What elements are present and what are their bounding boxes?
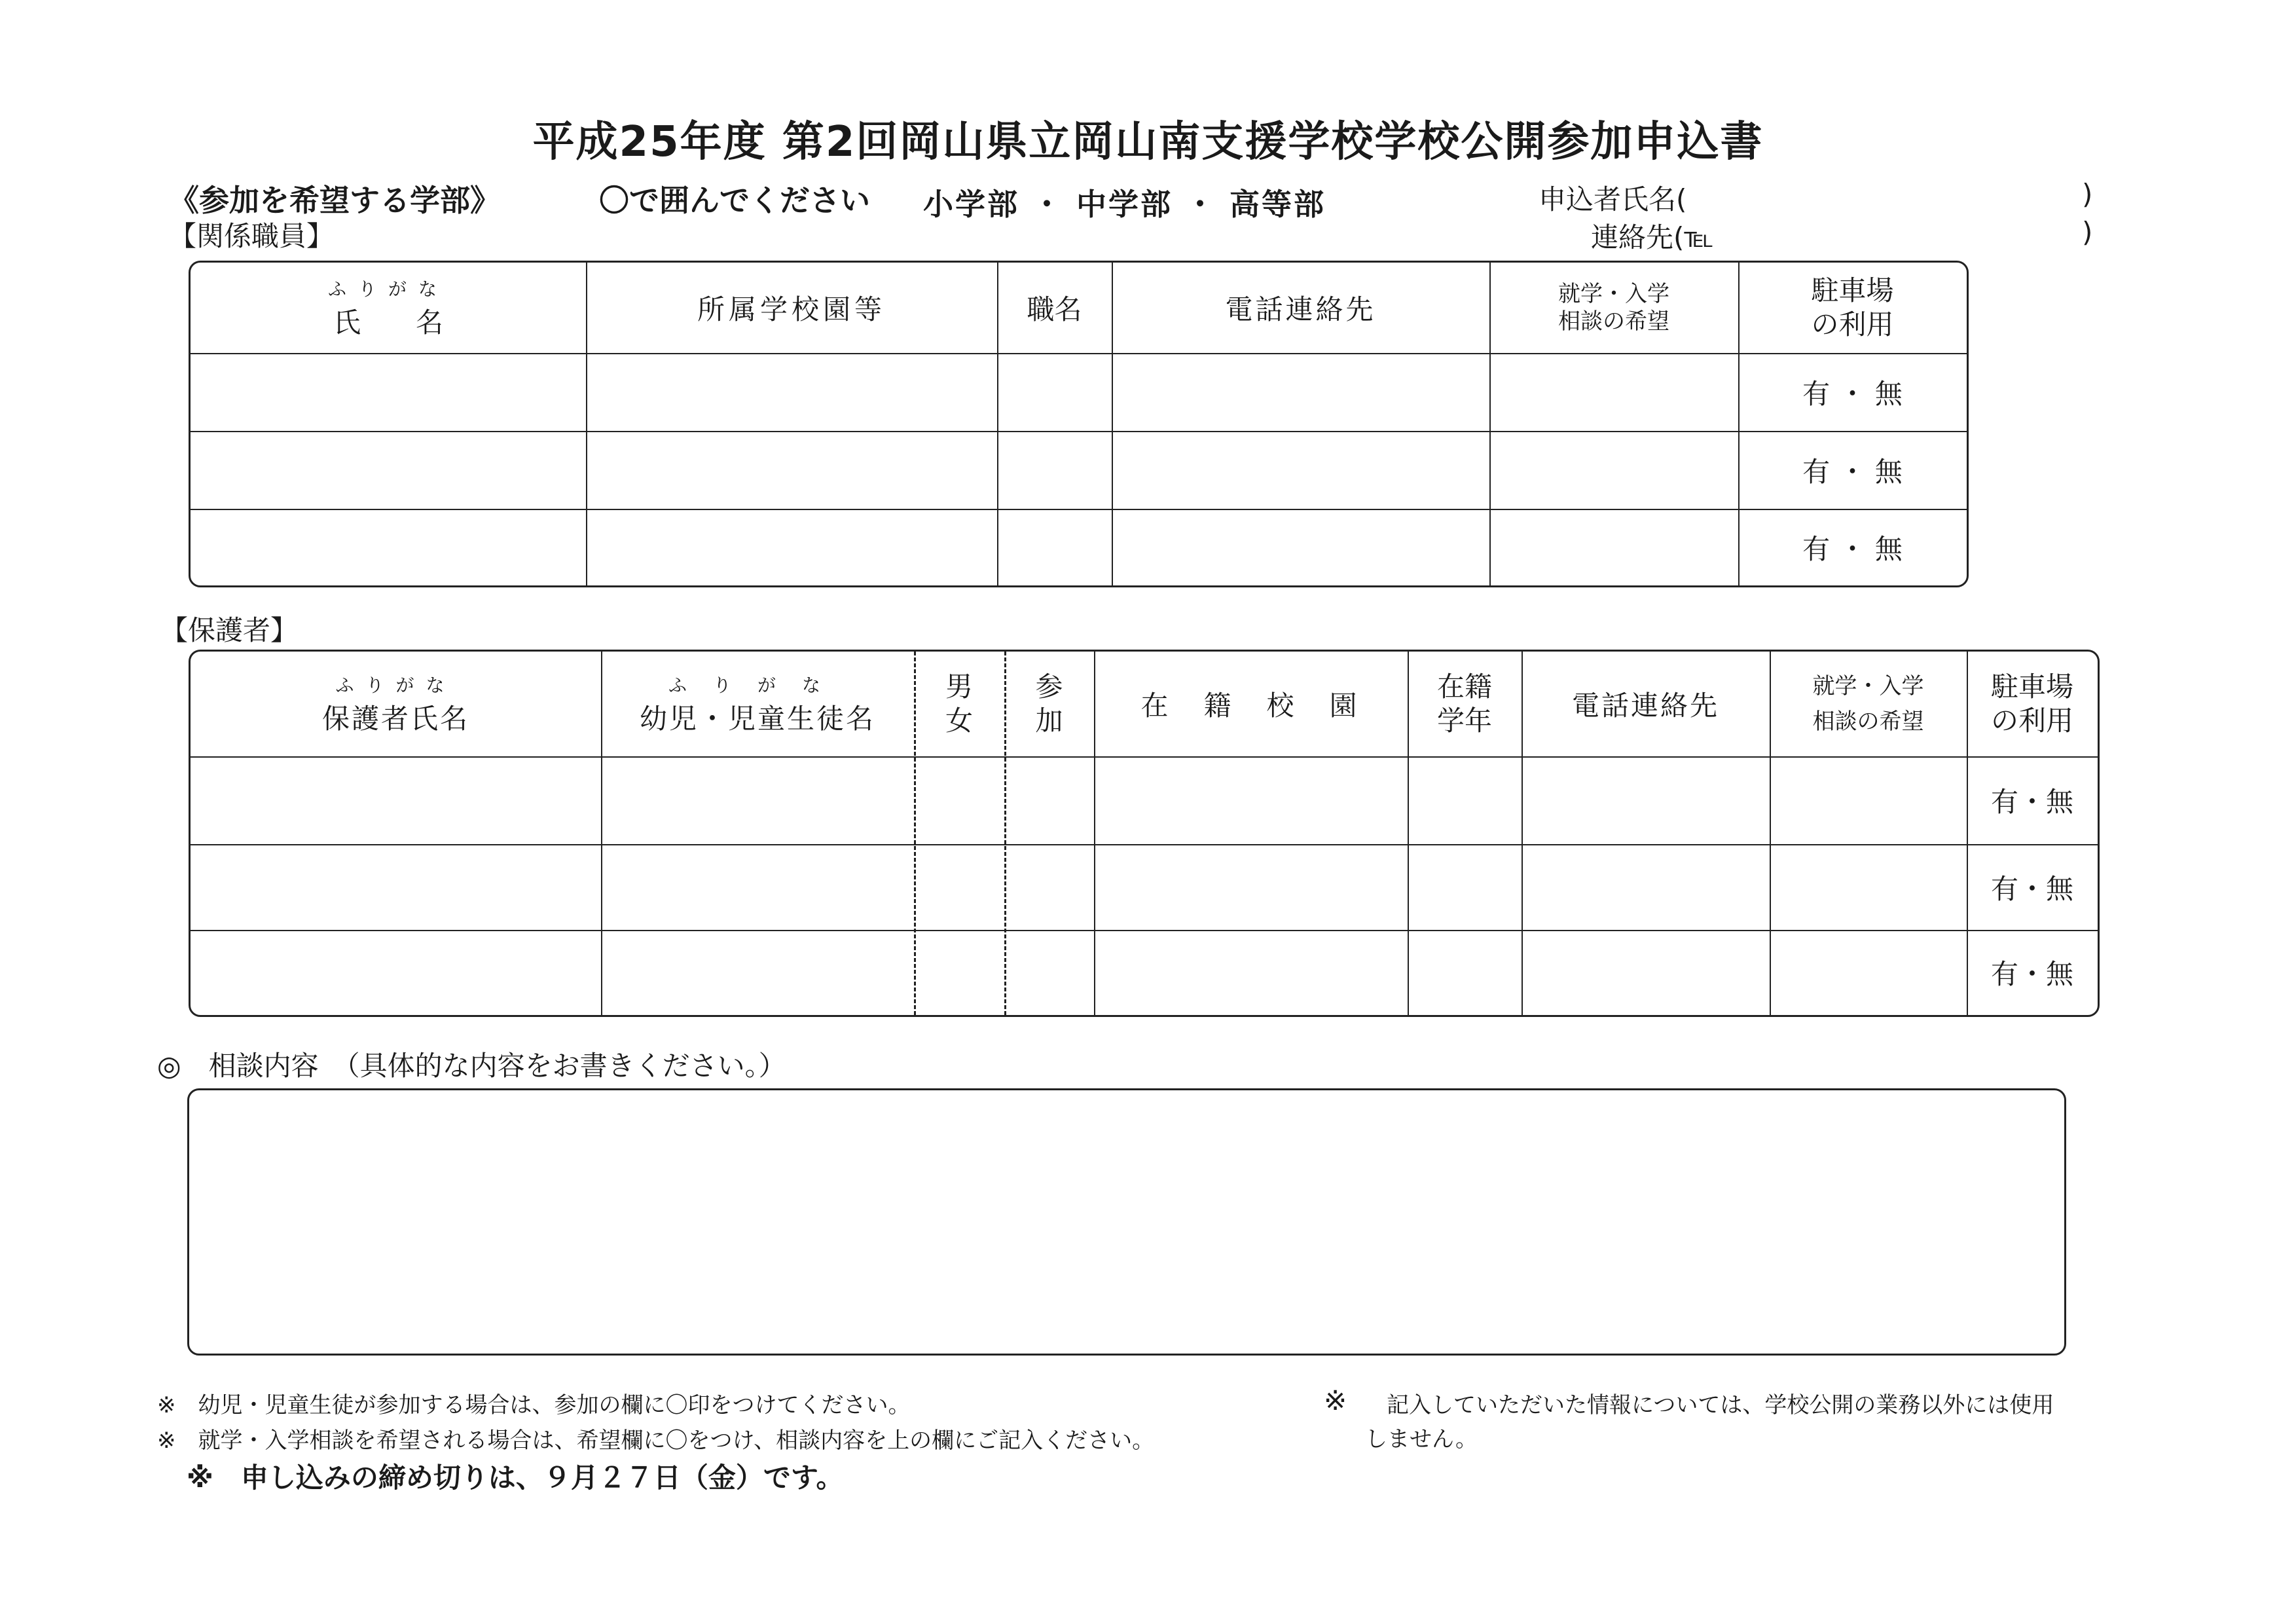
division-label: 《参加を希望する学部》: [169, 183, 500, 218]
staff-row-1-parking[interactable]: 有 ・ 無: [1802, 377, 1903, 410]
guardian-name-heading: 保護者氏名: [321, 703, 469, 735]
guardian-consult-line1: 就学・入学: [1812, 673, 1924, 699]
staff-header-name: [191, 263, 586, 353]
attend-line1: 参: [1035, 670, 1063, 703]
guardian-section-label: 【保護者】: [160, 614, 299, 646]
staff-parking-line2: の利用: [1811, 308, 1894, 341]
page-title: 平成25年度 第2回岡山県立岡山南支援学校学校公開参加申込書: [532, 118, 1764, 166]
guardian-header-grade: [1408, 652, 1522, 756]
note-privacy-line2: しません。: [1365, 1426, 1478, 1452]
staff-section-label: 【関係職員】: [169, 220, 335, 252]
staff-header-position: 職名: [1027, 293, 1082, 325]
note-privacy-line1: 記入していただいた情報については、学校公開の業務以外には使用: [1387, 1392, 2054, 1418]
guardian-header-phone: 電話連絡先: [1571, 690, 1719, 722]
guardian-header-gender: [914, 652, 1004, 756]
grade-line1: 在籍: [1436, 670, 1492, 703]
note-attendance: ※ 幼児・児童生徒が参加する場合は、参加の欄に〇印をつけてください。: [157, 1392, 911, 1418]
consultation-textarea[interactable]: [187, 1088, 2066, 1356]
guardian-name-ruby: ふりがな: [335, 674, 456, 696]
staff-header-affiliation: 所属学校園等: [697, 293, 886, 325]
note-privacy-mark: ※: [1324, 1384, 1347, 1416]
staff-parking-line1: 駐車場: [1811, 274, 1894, 306]
applicant-contact-close: ): [2082, 216, 2093, 248]
applicant-contact-field[interactable]: [1741, 215, 2075, 249]
gender-line1: 男: [945, 670, 973, 703]
attend-line2: 加: [1035, 705, 1063, 737]
guardian-header-attend: [1004, 652, 1094, 756]
guardian-parking-line2: の利用: [1990, 705, 2073, 737]
guardian-consult-line2: 相談の希望: [1812, 709, 1924, 735]
staff-header-consult: [1489, 263, 1738, 353]
note-consultation: ※ 就学・入学相談を希望される場合は、希望欄に〇をつけ、相談内容を上の欄にご記入ください。: [157, 1428, 1155, 1454]
guardian-row-3-parking[interactable]: 有・無: [1990, 958, 2073, 990]
staff-header-phone: 電話連絡先: [1225, 293, 1376, 325]
staff-row-3-parking[interactable]: 有 ・ 無: [1802, 532, 1903, 565]
guardian-parking-line1: 駐車場: [1990, 670, 2073, 703]
staff-consult-line2: 相談の希望: [1558, 308, 1669, 335]
gender-line2: 女: [945, 705, 973, 737]
applicant-name-field[interactable]: [1728, 177, 2075, 211]
staff-header-parking: [1738, 263, 1967, 353]
staff-name-heading: 氏 名: [333, 306, 443, 339]
division-instruction: 〇で囲んでください: [599, 183, 870, 218]
guardian-table: [189, 650, 2100, 1017]
applicant-name-label: 申込者氏名(: [1539, 183, 1687, 215]
staff-row-2-parking[interactable]: 有 ・ 無: [1802, 455, 1903, 488]
guardian-header-child-name: [601, 652, 914, 756]
child-name-ruby: ふりがな: [668, 674, 847, 696]
guardian-header-parking: [1967, 652, 2098, 756]
division-options[interactable]: 小学部 ・ 中学部 ・ 高等部: [923, 187, 1326, 222]
consultation-label: ◎ 相談内容 （具体的な内容をお書きください。）: [157, 1050, 786, 1082]
guardian-header-consult: [1770, 652, 1967, 756]
grade-line2: 学年: [1436, 705, 1492, 737]
staff-table: [189, 261, 1969, 587]
applicant-contact-label: 連絡先(℡: [1591, 221, 1714, 253]
child-name-heading: 幼児・児童生徒名: [639, 703, 875, 735]
applicant-name-close: ): [2082, 178, 2093, 210]
staff-name-ruby: ふりがな: [327, 278, 448, 300]
guardian-row-2-parking[interactable]: 有・無: [1990, 872, 2073, 905]
guardian-row-1-parking[interactable]: 有・無: [1990, 786, 2073, 818]
guardian-header-guardian-name: [191, 652, 601, 756]
staff-consult-line1: 就学・入学: [1558, 280, 1669, 307]
guardian-header-school: 在 籍 校 園: [1140, 690, 1361, 722]
note-deadline: ※ 申し込みの締め切りは、９月２７日（金）です。: [187, 1462, 844, 1494]
